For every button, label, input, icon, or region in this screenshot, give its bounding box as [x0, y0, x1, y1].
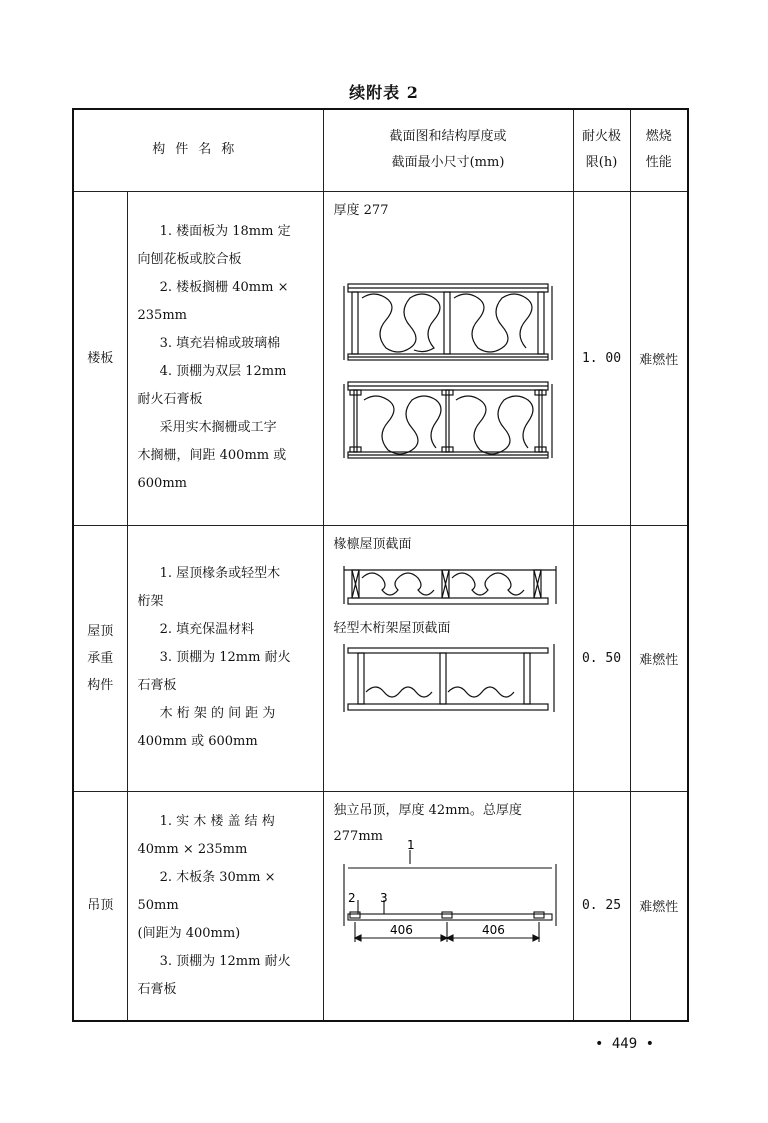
joist [444, 292, 450, 354]
spec-line: 1. 楼面板为 18mm 定 [159, 224, 291, 239]
spec-line: 3. 顶棚为 12mm 耐火 [159, 953, 291, 969]
label-2: 2 [347, 890, 356, 905]
spec-line: 3. 填充岩棉或玻璃棉 [159, 336, 281, 351]
combustibility-cell: 难燃性 [630, 191, 688, 525]
table-row [73, 791, 688, 1021]
ceiling-board [348, 704, 548, 710]
header-component-name: 构件名称 [73, 109, 323, 191]
figure-cell [323, 191, 573, 525]
combustibility-cell: 难燃性 [630, 525, 688, 791]
figure-cell [323, 791, 573, 1021]
joist [352, 292, 358, 354]
truss-member [440, 653, 446, 704]
spec-line: 3. 顶棚为 12mm 耐火 [159, 650, 291, 665]
table-row [73, 191, 688, 525]
spec-cell [127, 525, 323, 791]
spec-line: 木 桁 架 的 间 距 为 [159, 706, 276, 721]
spec-line: 耐火石膏板 [137, 392, 203, 407]
table-row [73, 525, 688, 791]
spec-line: 235mm [137, 308, 187, 323]
header-combustibility [630, 109, 688, 191]
category-text: 楼板 [87, 350, 114, 366]
page-number: • 449 • [595, 1036, 655, 1052]
fire-resistance-table [72, 108, 689, 1022]
spec-line: 1. 屋顶椽条或轻型木 [159, 566, 281, 581]
ceiling-board [348, 914, 552, 920]
header-section-line1: 截面图和结构厚度或 [389, 129, 507, 145]
i-joist [446, 390, 449, 452]
insulation-fill [366, 687, 432, 697]
header-comb-line1: 燃烧 [645, 129, 672, 145]
i-joist [539, 390, 542, 452]
category-text: 屋顶 [87, 623, 114, 639]
figure-caption: 椽檩屋顶截面 [333, 536, 412, 552]
header-section-line2: 截面最小尺寸(mm) [391, 155, 505, 171]
insulation-fill [452, 573, 524, 595]
dimension-label: 406 [481, 922, 505, 937]
suspended-ceiling-diagram [334, 837, 566, 980]
category-cell [73, 791, 127, 1021]
fire-limit-cell: 0. 25 [573, 791, 630, 1021]
spec-line: 木搁栅，间距 400mm 或 [137, 448, 287, 463]
spec-list [138, 808, 315, 1004]
category-text: 吊顶 [87, 898, 114, 914]
furring-strip [442, 912, 452, 918]
figure-caption: 厚度 277 [333, 202, 389, 218]
i-joist [354, 390, 357, 452]
category-cell [73, 191, 127, 525]
furring-strip [534, 912, 544, 918]
header-fire-line1: 耐火极 [582, 129, 622, 145]
spec-line: 桁架 [137, 594, 164, 609]
floor-section-diagram [334, 224, 566, 484]
spec-list [138, 218, 315, 498]
spec-line: 石膏板 [137, 678, 177, 693]
combustibility-cell: 难燃性 [630, 791, 688, 1021]
joist [538, 292, 544, 354]
header-row [73, 109, 688, 191]
spec-line: 4. 顶棚为双层 12mm [159, 364, 287, 379]
spec-line: 2. 填充保温材料 [159, 622, 255, 637]
rafter-roof-diagram [334, 558, 566, 612]
spec-line: 600mm [137, 476, 187, 491]
insulation-fill [448, 687, 514, 697]
label-3: 3 [379, 890, 388, 905]
truss-member [358, 653, 364, 704]
spec-cell [127, 791, 323, 1021]
category-text: 构件 [87, 677, 114, 693]
dimension-label: 406 [389, 922, 413, 937]
header-fire-line2: 限(h) [585, 155, 618, 171]
insulation-fill [454, 294, 532, 352]
spec-line: 2. 木板条 30mm × 50mm [137, 869, 276, 913]
category-text: 承重 [87, 650, 114, 666]
spec-line: 40mm × 235mm [137, 841, 248, 857]
figure-caption: 独立吊顶，厚度 42mm。总厚度 [333, 802, 522, 818]
figure-caption: 轻型木桁架屋顶截面 [333, 620, 451, 636]
spec-line: 2. 楼板搁栅 40mm × [159, 280, 289, 295]
spec-line: 采用实木搁栅或工字 [159, 420, 277, 435]
fire-limit-cell: 1. 00 [573, 191, 630, 525]
header-comb-line2: 性能 [645, 155, 672, 171]
spec-line: 400mm 或 600mm [137, 734, 258, 749]
top-chord [348, 648, 548, 653]
spec-list [138, 560, 315, 756]
truss-roof-diagram [334, 642, 566, 716]
label-1: 1 [406, 837, 415, 852]
header-section [323, 109, 573, 191]
figure-cell [323, 525, 573, 791]
insulation-fill [362, 294, 440, 352]
ceiling-board [348, 598, 548, 604]
category-cell [73, 525, 127, 791]
spec-cell [127, 191, 323, 525]
insulation-fill [364, 396, 441, 454]
table-title: 续附表 2 [349, 83, 419, 102]
insulation-fill [456, 396, 533, 454]
truss-member [524, 653, 530, 704]
fire-limit-cell: 0. 50 [573, 525, 630, 791]
header-fire-limit [573, 109, 630, 191]
insulation-fill [362, 573, 434, 595]
spec-line: 1. 实 木 楼 盖 结 构 [159, 813, 275, 829]
spec-line: 石膏板 [137, 981, 177, 997]
spec-line: (间距为 400mm) [137, 925, 241, 941]
spec-line: 向刨花板或胶合板 [137, 252, 242, 267]
figure-caption-line2: 277mm [333, 828, 383, 844]
